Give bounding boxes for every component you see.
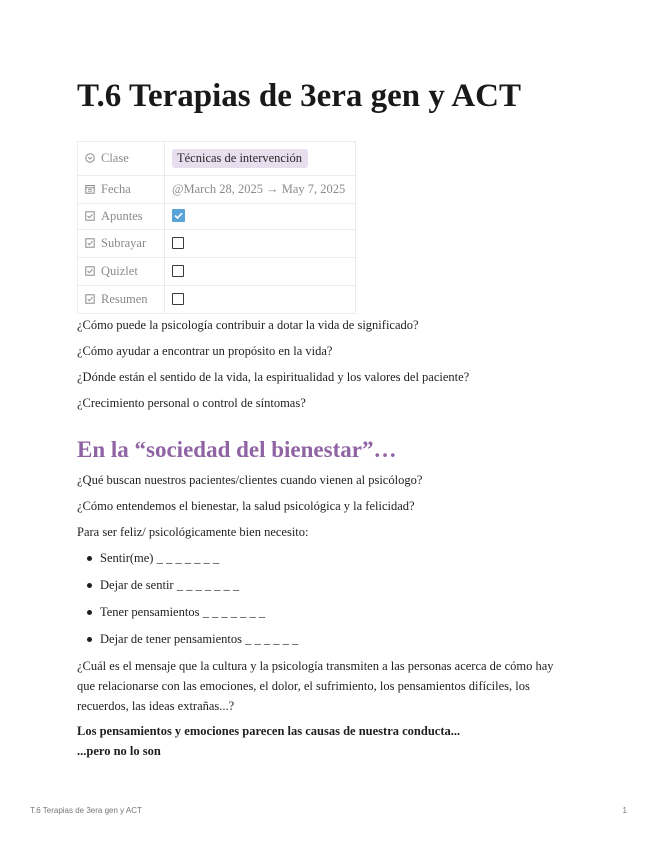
property-label: Quizlet xyxy=(101,264,138,278)
bold-line: Los pensamientos y emociones parecen las causas de nuestra conducta... xyxy=(77,724,461,738)
property-key-subrayar xyxy=(78,230,165,258)
apuntes-checkbox[interactable] xyxy=(172,209,185,222)
property-row-quizlet xyxy=(78,258,356,286)
calendar-icon xyxy=(85,184,95,194)
section-question: ¿Cómo entendemos el bienestar, la salud psicológica y la felicidad? xyxy=(77,499,415,513)
checkbox-property-icon xyxy=(85,294,95,304)
property-key-clase xyxy=(78,142,165,176)
quizlet-checkbox[interactable] xyxy=(172,265,184,277)
properties-table xyxy=(77,141,356,314)
property-value-resumen xyxy=(165,286,356,314)
intro-question: ¿Dónde están el sentido de la vida, la espiritualidad y los valores del paciente? xyxy=(77,370,470,384)
intro-question: ¿Cómo puede la psicología contribuir a dotar la vida de significado? xyxy=(77,318,419,332)
property-label: Apuntes xyxy=(101,209,143,223)
list-item xyxy=(77,629,298,656)
intro-question: ¿Crecimiento personal o control de síntomas? xyxy=(77,396,306,410)
section-heading: En la “sociedad del bienestar”… xyxy=(77,437,397,462)
property-label: Clase xyxy=(101,151,129,165)
page-number: 1 xyxy=(622,806,627,815)
bullet-list xyxy=(77,548,298,656)
property-row-subrayar xyxy=(78,230,356,258)
property-key-resumen xyxy=(78,286,165,314)
culture-paragraph xyxy=(77,656,577,716)
bullet-dot xyxy=(87,637,92,642)
property-key-fecha xyxy=(78,176,165,204)
section-question: Para ser feliz/ psicológicamente bien necesito: xyxy=(77,525,309,539)
property-key-apuntes xyxy=(78,204,165,230)
bold-statement xyxy=(77,721,460,761)
footer-title: T.6 Terapias de 3era gen y ACT xyxy=(30,806,142,815)
bullet-dot xyxy=(87,610,92,615)
property-value-apuntes xyxy=(165,204,356,230)
bullet-text: Sentir(me) _ _ _ _ _ _ _ xyxy=(100,551,220,565)
bullet-text: Dejar de sentir _ _ _ _ _ _ _ xyxy=(100,578,240,592)
paragraph-line: ¿Cuál es el mensaje que la cultura y la psicología transmiten a las personas acerca de cómo hay xyxy=(77,659,554,673)
date-range-value[interactable]: @March 28, 2025 → May 7, 2025 xyxy=(165,176,356,204)
property-label: Subrayar xyxy=(101,236,147,250)
list-item xyxy=(77,548,298,575)
paragraph-line: que relacionarse con las emociones, el dolor, el sufrimiento, los pensamientos difíciles, los xyxy=(77,679,530,693)
list-item xyxy=(77,575,298,602)
property-row-apuntes xyxy=(78,204,356,230)
page-title: T.6 Terapias de 3era gen y ACT xyxy=(77,78,522,114)
select-icon xyxy=(85,153,95,163)
bullet-text: Tener pensamientos _ _ _ _ _ _ _ xyxy=(100,605,266,619)
property-label: Fecha xyxy=(101,182,131,196)
subrayar-checkbox[interactable] xyxy=(172,237,184,249)
checkbox-property-icon xyxy=(85,238,95,248)
property-value-quizlet xyxy=(165,258,356,286)
bold-line: ...pero no lo son xyxy=(77,744,161,758)
property-label: Resumen xyxy=(101,292,148,306)
bullet-text: Dejar de tener pensamientos _ _ _ _ _ _ xyxy=(100,632,299,646)
resumen-checkbox[interactable] xyxy=(172,293,184,305)
class-tag[interactable]: Técnicas de intervención xyxy=(172,149,308,168)
list-item xyxy=(77,602,298,629)
property-key-quizlet xyxy=(78,258,165,286)
section-question: ¿Qué buscan nuestros pacientes/clientes cuando vienen al psicólogo? xyxy=(77,473,423,487)
property-value-clase[interactable] xyxy=(165,142,356,176)
bullet-dot xyxy=(87,556,92,561)
checkbox-property-icon xyxy=(85,266,95,276)
property-row-fecha xyxy=(78,176,356,204)
paragraph-line: recuerdos, las ideas extrañas...? xyxy=(77,699,235,713)
intro-question: ¿Cómo ayudar a encontrar un propósito en la vida? xyxy=(77,344,333,358)
property-row-resumen xyxy=(78,286,356,314)
bullet-dot xyxy=(87,583,92,588)
property-row-clase xyxy=(78,142,356,176)
property-value-subrayar xyxy=(165,230,356,258)
checkbox-property-icon xyxy=(85,211,95,221)
